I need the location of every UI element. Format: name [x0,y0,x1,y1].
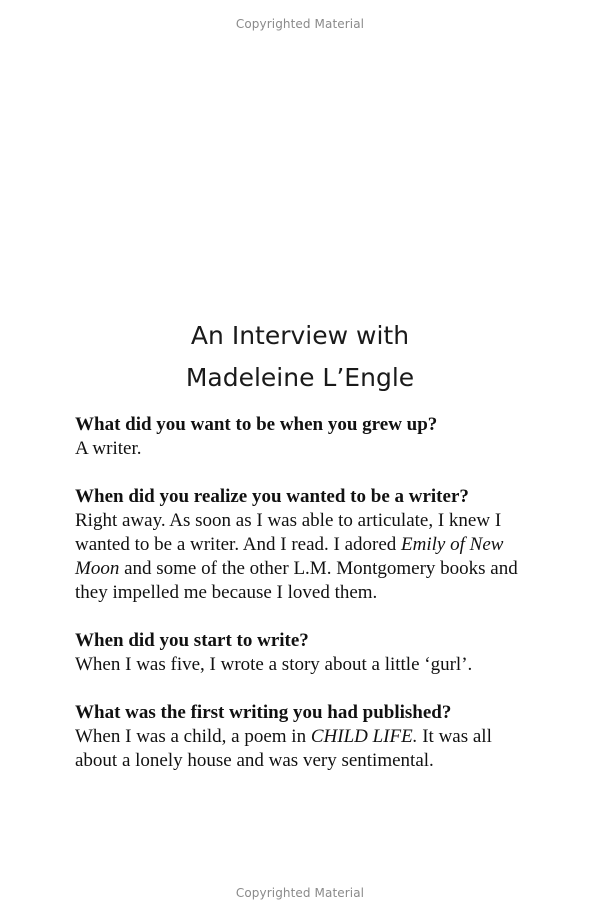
answer-text: When I was a child, a poem in [75,726,311,747]
answer-text: and some of the other L.M. Montgomery books and they impelled me because I loved them. [75,558,518,603]
answer [75,509,535,605]
page-title [0,315,600,399]
answer-text: Right away. As soon as I was able to articulate, I knew I wanted to be a writer. And I read. I adored [75,510,502,555]
qa-item [75,485,535,605]
interview-body [75,413,535,797]
title-line-1: An Interview with [190,320,410,350]
qa-item [75,413,535,461]
publication-title: CHILD LIFE. [310,726,418,747]
answer-text: It was all about a lonely house and was very sentimental. [75,726,492,771]
question: What was the first writing you had published? [75,702,452,723]
question: What did you want to be when you grew up? [75,414,438,435]
copyright-watermark-top: Copyrighted Material [235,17,365,31]
qa-item [75,701,535,773]
answer: When I was five, I wrote a story about a little ‘gurl’. [75,654,473,675]
question: When did you realize you wanted to be a writer? [75,486,469,507]
answer [75,725,535,773]
answer: A writer. [75,438,142,459]
question: When did you start to write? [75,630,309,651]
title-line-2: Madeleine L’Engle [185,362,415,392]
copyright-watermark-bottom: Copyrighted Material [235,886,365,900]
book-title: Emily of New Moon [75,534,504,579]
qa-item [75,629,535,677]
